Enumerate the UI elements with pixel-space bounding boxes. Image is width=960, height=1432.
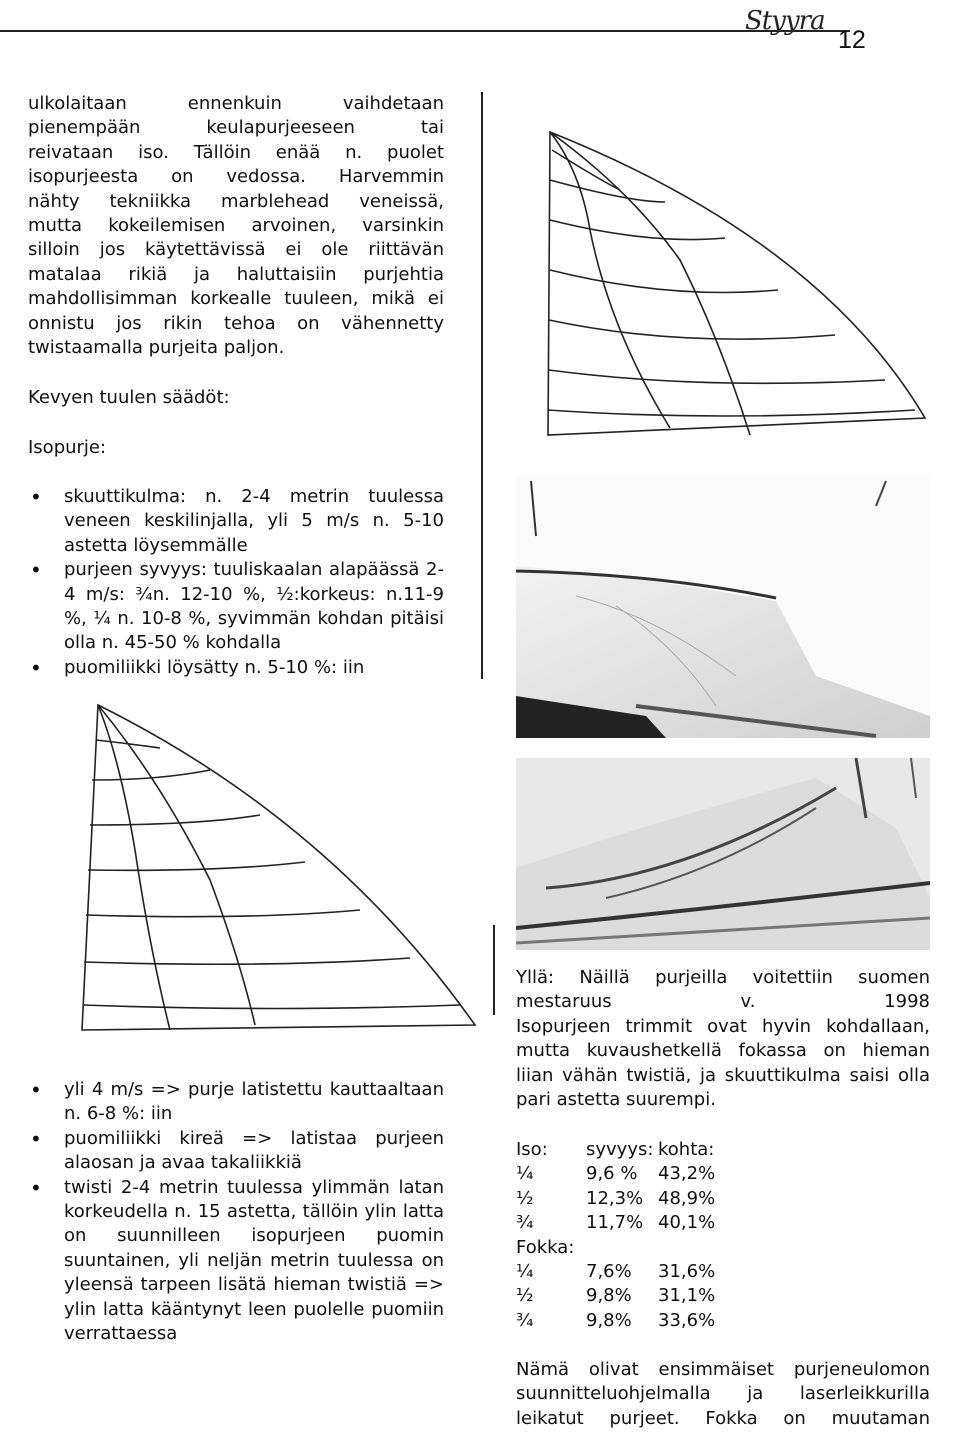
text-line: mutta kokeilemisen arvoinen, varsinkin — [28, 215, 444, 237]
table-header-cell: Iso: — [516, 1139, 548, 1160]
list-item: • purjeen syvyys: tuuliskaalan alapäässä 2-4 m/s: ¾n. 12-10 %, ½:korkeus: n.11-9 %, ¼ n. 10-8 %, syvimmän kohdan pitäisi olla n. 45-50 % kohdalla — [28, 558, 444, 656]
table-cell: Fokka: — [516, 1236, 575, 1258]
bullet-list-stronger-wind — [28, 1078, 444, 1346]
table-row — [516, 1260, 715, 1284]
column-divider — [481, 92, 483, 679]
table-cell: 11,7% — [586, 1212, 644, 1234]
text-line: suunnitteluohjelmalla ja laserleikkurilla — [516, 1383, 930, 1405]
heading-light-wind: Kevyen tuulen säädöt: — [28, 387, 230, 408]
text-line: pari astetta suurempi. — [516, 1089, 716, 1111]
sail-depth-table — [516, 1138, 715, 1333]
text-line: twistaamalla purjeita paljon. — [28, 337, 285, 359]
sail-diagram-jib — [80, 700, 480, 1045]
text-line: leikatut purjeet. Fokka on muutaman — [516, 1407, 930, 1429]
list-item: • twisti 2-4 metrin tuulessa ylimmän latan korkeudella n. 15 astetta, tällöin ylin latta on suunnilleen isopurjeen puomin suuntainen, yli neljän metrin tuulessa on yleensä tarpeen lisätä hieman twistiä => ylin latta kääntynyt leen puolelle puomiin verrattaessa — [28, 1176, 444, 1347]
table-cell: 48,9% — [658, 1187, 716, 1209]
table-header-cell: kohta: — [658, 1139, 715, 1160]
table-row — [516, 1284, 715, 1308]
header-rule — [0, 30, 850, 32]
sail-diagram-mainsail — [520, 110, 930, 450]
table-cell: 12,3% — [586, 1187, 644, 1209]
bullet-list-mainsail — [28, 485, 444, 680]
table-row — [516, 1187, 715, 1211]
table-cell: 31,6% — [658, 1260, 716, 1282]
footer-paragraph — [516, 1358, 930, 1431]
page-number: 12 — [838, 26, 866, 54]
text-line: mahdollisimman korkealle tuuleen, mikä ei — [28, 288, 444, 310]
table-cell: 40,1% — [658, 1212, 716, 1234]
table-cell: 43,2% — [658, 1163, 716, 1185]
table-cell: 9,6 % — [586, 1163, 638, 1185]
table-header-cell: syvyys: — [586, 1139, 654, 1160]
text-line: isopurjeesta on vedossa. Harvemmin — [28, 166, 444, 188]
table-cell: 33,6% — [658, 1309, 716, 1331]
text-line: reivataan iso. Tällöin enää n. puolet — [28, 141, 444, 163]
table-row — [516, 1211, 715, 1235]
table-cell: 7,6% — [586, 1260, 632, 1282]
table-header-row — [516, 1138, 715, 1162]
list-item: • yli 4 m/s => purje latistettu kauttaaltaan n. 6-8 %: iin — [28, 1078, 444, 1127]
table-cell: 9,8% — [586, 1309, 632, 1331]
photo-caption — [516, 966, 930, 1112]
photo-mainsail — [516, 476, 930, 738]
list-item: • puomiliikki kireä => latistaa purjeen alaosan ja avaa takaliikkiä — [28, 1127, 444, 1176]
text-line: Yllä: Näillä purjeilla voitettiin suomen — [516, 967, 930, 988]
table-cell: ½ — [516, 1187, 534, 1209]
photo-jib — [516, 758, 930, 950]
text-line: pienempään keulapurjeeseen tai — [28, 117, 444, 139]
text-line: matalaa rikiä ja haluttaisiin purjehtia — [28, 263, 444, 285]
list-item: • skuuttikulma: n. 2-4 metrin tuulessa veneen keskilinjalla, yli 5 m/s n. 5-10 astetta löysemmälle — [28, 485, 444, 558]
table-cell: 31,1% — [658, 1285, 716, 1307]
table-cell: ¼ — [516, 1260, 534, 1282]
text-line: Isopurjeen trimmit ovat hyvin kohdallaan, — [516, 1015, 930, 1037]
table-row — [516, 1162, 715, 1186]
heading-mainsail: Isopurje: — [28, 437, 107, 458]
text-line: Nämä olivat ensimmäiset purjeneulomon — [516, 1359, 930, 1380]
text-line: onnistu jos rikin tehoa on vähennetty — [28, 312, 444, 334]
table-cell: ¼ — [516, 1163, 534, 1185]
intro-paragraph — [28, 92, 444, 360]
list-item: • puomiliikki löysätty n. 5-10 %: iin — [28, 656, 444, 680]
text-line: nähty tekniikka marblehead veneissä, — [28, 190, 444, 212]
table-cell: ¾ — [516, 1212, 534, 1234]
text-line: mutta kuvaushetkellä fokassa on hieman — [516, 1040, 930, 1062]
table-section-label — [516, 1236, 715, 1260]
text-line: mestaruus v. 1998 — [516, 991, 930, 1013]
styyra-logo: Styyra — [745, 6, 825, 36]
column-divider-lower — [493, 925, 495, 1015]
text-line: silloin jos käytettävissä ei ole riittävän — [28, 239, 444, 261]
table-row — [516, 1309, 715, 1333]
table-cell: ¾ — [516, 1309, 534, 1331]
table-cell: 9,8% — [586, 1285, 632, 1307]
text-line: ulkolaitaan ennenkuin vaihdetaan — [28, 93, 444, 114]
table-cell: ½ — [516, 1285, 534, 1307]
text-line: liian vähän twistiä, ja skuuttikulma saisi olla — [516, 1064, 930, 1086]
